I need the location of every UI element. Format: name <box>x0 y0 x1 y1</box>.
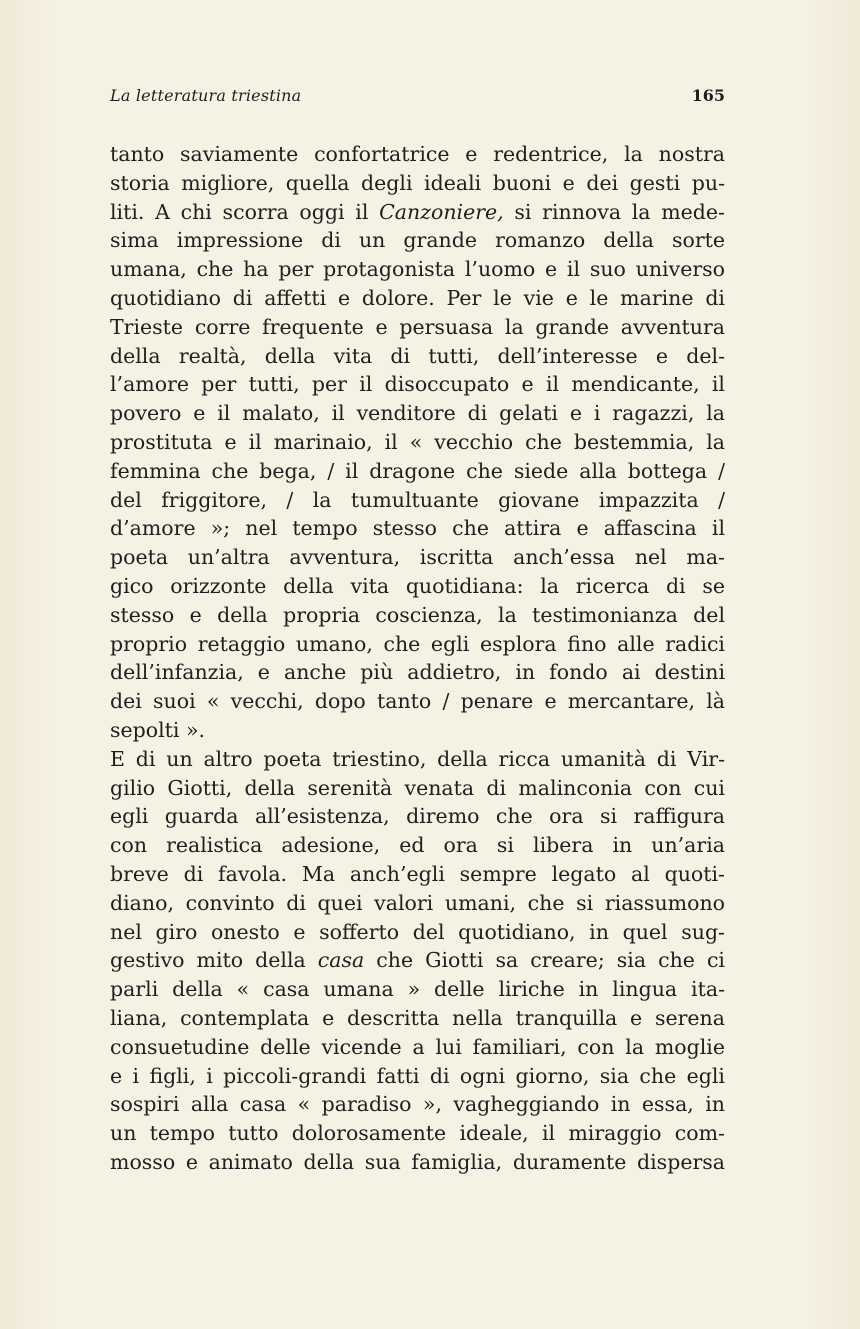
text-line <box>110 486 725 515</box>
line-text: quotidiano di affetti e dolore. Per le vie e le marine di <box>110 285 725 310</box>
line-text: e i figli, i piccoli-grandi fatti di ogni giorno, sia che egli <box>110 1063 725 1088</box>
line-text: sospiri alla casa « paradiso », vagheggiando in essa, in <box>110 1092 725 1117</box>
line-text: umana, che ha per protagonista l’uomo e il suo universo <box>110 257 725 282</box>
text-line <box>110 1004 725 1033</box>
text-line <box>110 889 725 918</box>
italic-text: casa <box>317 948 365 973</box>
line-text: gico orizzonte della vita quotidiana: la ricerca di se <box>110 573 725 598</box>
text-line <box>110 774 725 803</box>
text-line <box>110 1033 725 1062</box>
line-text: liti. A chi scorra oggi il <box>110 199 380 224</box>
line-text: l’amore per tutti, per il disoccupato e il mendicante, il <box>110 372 725 397</box>
text-line <box>110 284 725 313</box>
text-line <box>110 140 725 169</box>
line-text: sepolti ». <box>110 717 206 742</box>
text-line <box>110 687 725 716</box>
page-header <box>110 86 725 112</box>
text-line <box>110 946 725 975</box>
line-text: dei suoi « vecchi, dopo tanto / penare e mercantare, là <box>110 689 725 714</box>
text-line <box>110 601 725 630</box>
running-title: La letteratura triestina <box>110 86 302 105</box>
line-text: della realtà, della vita di tutti, dell’interesse e del- <box>110 343 725 368</box>
text-line <box>110 342 725 371</box>
text-line <box>110 831 725 860</box>
line-text: storia migliore, quella degli ideali buoni e dei gesti pu- <box>110 170 725 195</box>
line-text: sima impressione di un grande romanzo della sorte <box>110 228 725 253</box>
line-text: breve di favola. Ma anch’egli sempre legato al quoti- <box>110 861 725 886</box>
line-text: parli della « casa umana » delle liriche in lingua ita- <box>110 977 725 1002</box>
line-text: povero e il malato, il venditore di gelati e i ragazzi, la <box>110 401 725 426</box>
line-text: del friggitore, / la tumultuante giovane impazzita / <box>110 487 725 512</box>
line-text: consuetudine delle vicende a lui familiari, con la moglie <box>110 1034 725 1059</box>
line-text: si rinnova la mede- <box>503 199 725 224</box>
line-text: mosso e animato della sua famiglia, duramente dispersa <box>110 1149 725 1174</box>
line-text: liana, contemplata e descritta nella tranquilla e serena <box>110 1005 725 1030</box>
line-text: un tempo tutto dolorosamente ideale, il miraggio com- <box>110 1121 725 1146</box>
body-text <box>110 140 725 1177</box>
text-line <box>110 514 725 543</box>
text-line <box>110 226 725 255</box>
text-line <box>110 975 725 1004</box>
line-text: femmina che bega, / il dragone che siede alla bottega / <box>110 458 725 483</box>
text-line <box>110 716 725 745</box>
text-line <box>110 630 725 659</box>
text-line <box>110 543 725 572</box>
text-line <box>110 1062 725 1091</box>
text-line <box>110 1119 725 1148</box>
text-line <box>110 169 725 198</box>
line-text: diano, convinto di quei valori umani, che si riassumono <box>110 890 725 915</box>
line-text: stesso e della propria coscienza, la testimonianza del <box>110 602 725 627</box>
line-text: nel giro onesto e sofferto del quotidiano, in quel sug- <box>110 919 725 944</box>
page-number: 165 <box>691 86 725 105</box>
text-line <box>110 658 725 687</box>
line-text: Trieste corre frequente e persuasa la grande avventura <box>110 314 725 339</box>
text-line <box>110 313 725 342</box>
italic-text: Canzoniere, <box>379 199 504 224</box>
line-text: prostituta e il marinaio, il « vecchio che bestemmia, la <box>110 429 725 454</box>
line-text: proprio retaggio umano, che egli esplora fino alle radici <box>110 631 725 656</box>
text-line <box>110 399 725 428</box>
line-text: gilio Giotti, della serenità venata di malinconia con cui <box>110 775 725 800</box>
text-line <box>110 918 725 947</box>
line-text: dell’infanzia, e anche più addietro, in fondo ai destini <box>110 660 725 685</box>
text-line <box>110 1148 725 1177</box>
text-line <box>110 860 725 889</box>
line-text: gestivo mito della <box>110 948 318 973</box>
text-line <box>110 1090 725 1119</box>
line-text: E di un altro poeta triestino, della ricca umanità di Vir- <box>110 746 725 771</box>
text-line <box>110 745 725 774</box>
text-line <box>110 457 725 486</box>
line-text: poeta un’altra avventura, iscritta anch’essa nel ma- <box>110 545 725 570</box>
line-text: d’amore »; nel tempo stesso che attira e affascina il <box>110 516 725 541</box>
line-text: che Giotti sa creare; sia che ci <box>364 948 725 973</box>
line-text: tanto saviamente confortatrice e redentrice, la nostra <box>110 142 725 166</box>
line-text: con realistica adesione, ed ora si libera in un’aria <box>110 833 725 858</box>
text-line <box>110 802 725 831</box>
text-line <box>110 255 725 284</box>
text-line <box>110 428 725 457</box>
text-line <box>110 198 725 227</box>
text-line <box>110 370 725 399</box>
text-line <box>110 572 725 601</box>
line-text: egli guarda all’esistenza, diremo che ora si raffigura <box>110 804 725 829</box>
